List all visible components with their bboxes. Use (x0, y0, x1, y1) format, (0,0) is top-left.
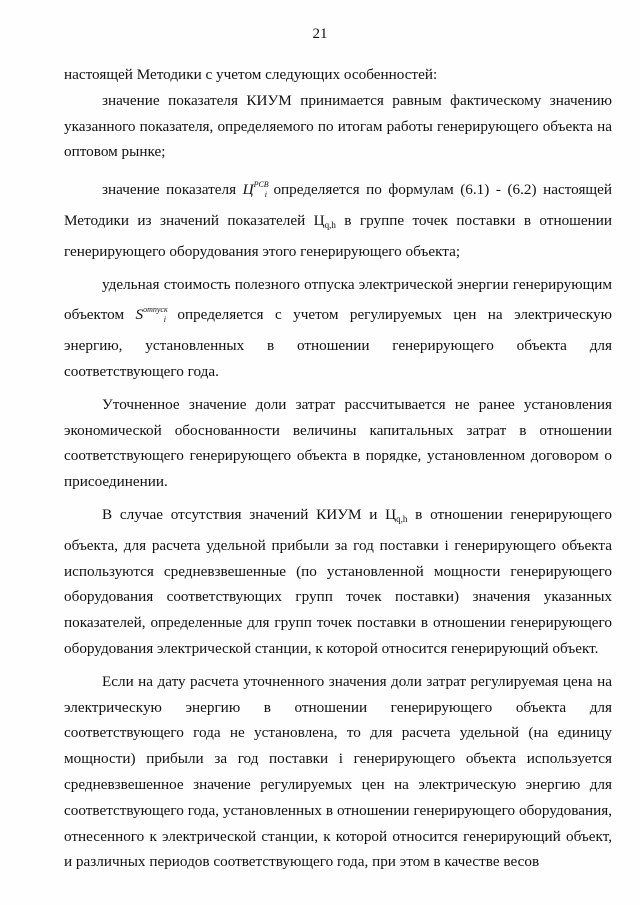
page-number: 21 (312, 26, 328, 42)
supply-symbol: S (135, 306, 144, 324)
paragraph-6 (64, 502, 612, 662)
paragraph-3-text-end: в группе точек поставки в отношении генерирующего оборудования этого генерирующего объекта; (64, 211, 612, 260)
paragraph-7: Если на дату расчета уточненного значения доли затрат регулируемая цена на электрическую энергию в отношении генерирующего объекта для соответствующего года не установлена, то для расчета удельной (на единицу мощности) прибыли за год поставки i генерирующего объекта используется средневзвешенное значение регулируемых цен на электрическую энергию для соответствующего года, установленных в отношении генерирующего оборудования, отнесенного к электрической станции, к которой относится генерирующий объект, и различных периодов соответствующего года, при этом в качестве весов (64, 672, 612, 871)
paragraph-4 (64, 272, 612, 385)
supply-cost-symbol (135, 305, 168, 325)
paragraph-6-text-end: в отношении генерирующего объекта, для расчета удельной прибыли за год поставки i генерирующего объекта используются средневзвешенные (по установленной мощности генерирующего оборудования соответствующих групп точек поставки) значения указанных показателей, определенные для групп точек поставки в отношении генерирующего оборудования электрической станции, к которой относится генерирующий объект. (64, 505, 612, 657)
paragraph-5: Уточненное значение доли затрат рассчитывается не ранее установления экономической обоснованности величины капитальных затрат в отношении соответствующего генерирующего объекта в порядке, установленном договором о присоединении. (64, 395, 612, 491)
paragraph-4-text-end: определяется с учетом регулируемых цен на электрическую энергию, установленных в отношении генерирующего объекта для соответствующего года. (64, 306, 612, 380)
paragraph-6-text-start: В случае отсутствия значений КИУМ и Ц (102, 505, 397, 523)
supply-symbol-superscript: отпуск (143, 305, 168, 315)
paragraph-3 (64, 172, 612, 264)
price-index-subscript: q,h (396, 513, 408, 524)
price-symbol-superscript: РСВ (253, 180, 269, 190)
price-symbol-subscript: i (264, 190, 267, 200)
paragraph-4-text-start: удельная стоимость полезного отпуска электрической энергии генерирующим объектом (64, 275, 612, 324)
paragraph-3-text-start: значение показателя (102, 181, 243, 199)
price-symbol-rsv (243, 181, 267, 198)
paragraph-3-text-mid: определяется по формулам (6.1) - (6.2) настоящей Методики из значений показателей Ц (64, 181, 612, 229)
price-symbol: Ц (242, 181, 254, 199)
price-index-subscript: q,h (324, 219, 336, 230)
supply-symbol-subscript: i (163, 315, 166, 325)
body-text (64, 62, 612, 875)
paragraph-2: значение показателя КИУМ принимается равным фактическому значению указанного показателя, определяемого по итогам работы генерирующего объекта на оптовом рынке; (64, 91, 612, 161)
paragraph-1: настоящей Методики с учетом следующих особенностей: (64, 66, 438, 83)
